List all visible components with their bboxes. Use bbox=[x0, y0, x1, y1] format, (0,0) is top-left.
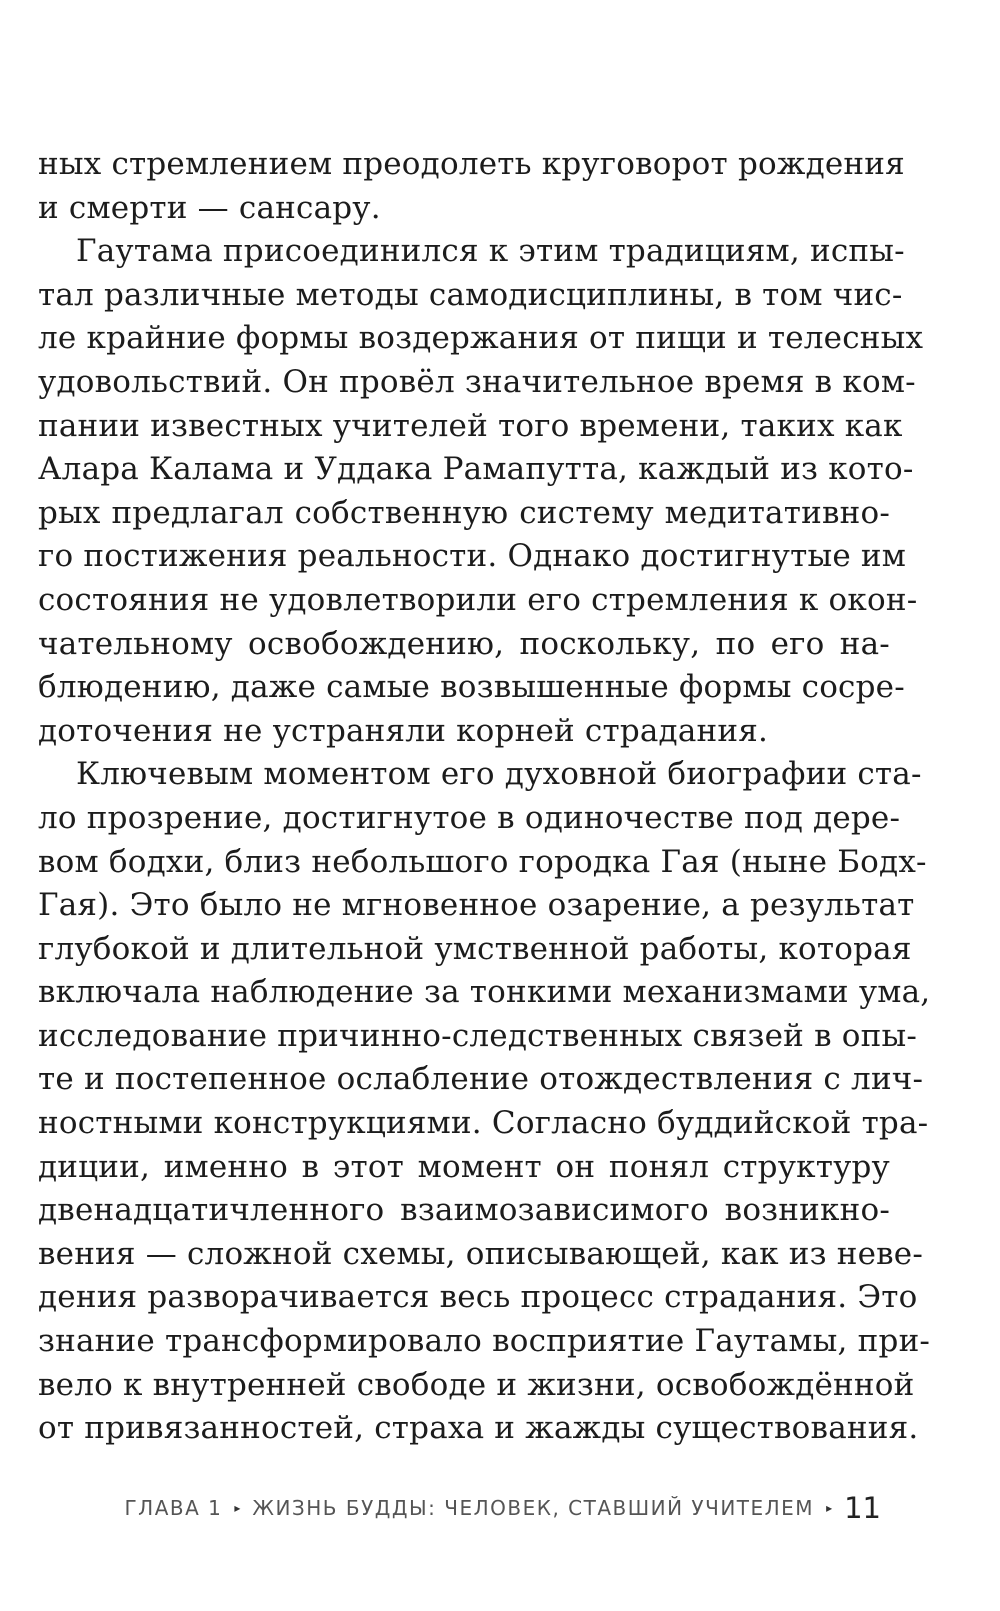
text-line: вело к внутренней свободе и жизни, освобождённой bbox=[38, 1366, 915, 1403]
text-line: доточения не устраняли корней страдания. bbox=[38, 712, 769, 749]
text-line: и смерти — сансару. bbox=[38, 189, 381, 226]
page-footer bbox=[124, 1488, 881, 1528]
text-line: тал различные методы самодисциплины, в том чис- bbox=[38, 276, 903, 313]
footer-separator-icon: ▸ bbox=[826, 1501, 833, 1515]
text-line: ле крайние формы воздержания от пищи и телесных bbox=[38, 320, 924, 357]
footer-running-title: ЖИЗНЬ БУДДЫ: ЧЕЛОВЕК, СТАВШИЙ УЧИТЕЛЕМ bbox=[252, 1496, 815, 1520]
text-line: двенадцатичленного взаимозависимого возникно- bbox=[38, 1192, 890, 1229]
text-line: Ключевым моментом его духовной биографии ста- bbox=[76, 756, 922, 793]
text-line: исследование причинно-следственных связей в опы- bbox=[38, 1017, 918, 1054]
text-line: вом бодхи, близ небольшого городка Гая (ныне Бодх- bbox=[38, 843, 927, 880]
text-line: состояния не удовлетворили его стремления к окон- bbox=[38, 581, 918, 618]
body-text bbox=[38, 143, 931, 1451]
text-line: ло прозрение, достигнутое в одиночестве под дере- bbox=[38, 799, 901, 836]
text-line: удовольствий. Он провёл значительное время в ком- bbox=[38, 363, 916, 400]
footer-chapter: ГЛАВА 1 bbox=[124, 1496, 223, 1520]
text-line: рых предлагал собственную систему медитативно- bbox=[38, 494, 890, 531]
text-line: вения — сложной схемы, описывающей, как из неве- bbox=[38, 1235, 924, 1272]
text-line: Гаутама присоединился к этим традициям, испы- bbox=[76, 233, 905, 270]
text-line: ностными конструкциями. Согласно буддийской тра- bbox=[38, 1105, 929, 1142]
text-line: чательному освобождению, поскольку, по его на- bbox=[38, 625, 890, 662]
text-line: Гая). Это было не мгновенное озарение, а результат bbox=[38, 887, 915, 924]
page-number: 11 bbox=[844, 1491, 881, 1525]
text-line: блюдению, даже самые возвышенные формы сосре- bbox=[38, 669, 905, 706]
text-line: включала наблюдение за тонкими механизмами ума, bbox=[38, 974, 931, 1011]
text-line: от привязанностей, страха и жажды существования. bbox=[38, 1410, 919, 1447]
footer-separator-icon: ▸ bbox=[234, 1501, 241, 1515]
text-line: знание трансформировало восприятие Гаутамы, при- bbox=[38, 1323, 931, 1360]
text-line: ных стремлением преодолеть круговорот рождения bbox=[38, 146, 905, 182]
text-line: го постижения реальности. Однако достигнутые им bbox=[38, 538, 907, 575]
text-line: глубокой и длительной умственной работы, которая bbox=[38, 930, 912, 967]
text-line: те и постепенное ослабление отождествления с лич- bbox=[38, 1061, 924, 1098]
text-line: Алара Калама и Уддака Рамапутта, каждый из кото- bbox=[38, 451, 914, 488]
text-line: пании известных учителей того времени, таких как bbox=[38, 407, 903, 444]
text-line: дения разворачивается весь процесс страдания. Это bbox=[38, 1279, 918, 1316]
text-line: диции, именно в этот момент он понял структуру bbox=[38, 1148, 890, 1185]
